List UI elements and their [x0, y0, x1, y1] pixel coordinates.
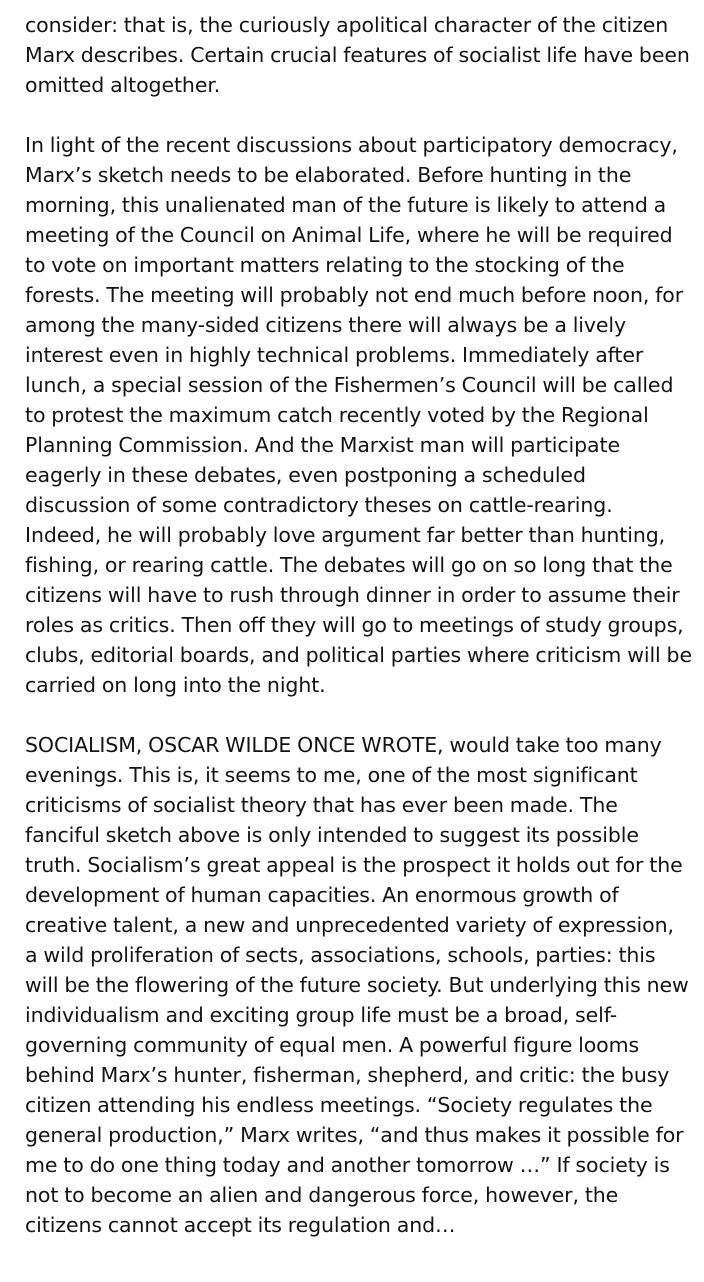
paragraph-1: consider: that is, the curiously apolitical character of the citizen Marx describes. Certain crucial features of socialist life have been omitted altogether.	[25, 13, 690, 97]
paragraph-2: In light of the recent discussions about participatory democracy, Marx’s sketch needs to be elaborated. Before hunting in the morning, this unalienated man of the future is likely to attend a meeting of the Council on Animal Life, where he will be required to vote on important matters relating to the stocking of the forests. The meeting will probably not end much before noon, for among the many-sided citizens there will always be a lively interest even in highly technical problems. Immediately after lunch, a special session of the Fishermen’s Council will be called to protest the maximum catch recently voted by the Regional Planning Commission. And the Marxist man will participate eagerly in these debates, even postponing a scheduled discussion of some contradictory theses on cattle-rearing. Indeed, he will probably love argument far better than hunting, fishing, or rearing cattle. The debates will go on so long that the citizens will have to rush through dinner in order to assume their roles as critics. Then off they will go to meetings of study groups, clubs, editorial boards, and political parties where criticism will be carried on long into the night.	[25, 133, 692, 697]
paragraph-3: SOCIALISM, OSCAR WILDE ONCE WROTE, would take too many evenings. This is, it seems to me, one of the most significant criticisms of socialist theory that has ever been made. The fanciful sketch above is only intended to suggest its possible truth. Socialism’s great appeal is the prospect it holds out for the development of human capacities. An enormous growth of creative talent, a new and unprecedented variety of expression, a wild proliferation of sects, associations, schools, parties: this will be the flowering of the future society. But underlying this new individualism and exciting group life must be a broad, self-governing community of equal men. A powerful figure looms behind Marx’s hunter, fisherman, shepherd, and critic: the busy citizen attending his endless meetings. “Society regulates the general production,” Marx writes, “and thus makes it possible for me to do one thing today and another tomorrow …” If society is not to become an alien and dangerous force, however, the citizens cannot accept its regulation and…	[25, 733, 689, 1237]
